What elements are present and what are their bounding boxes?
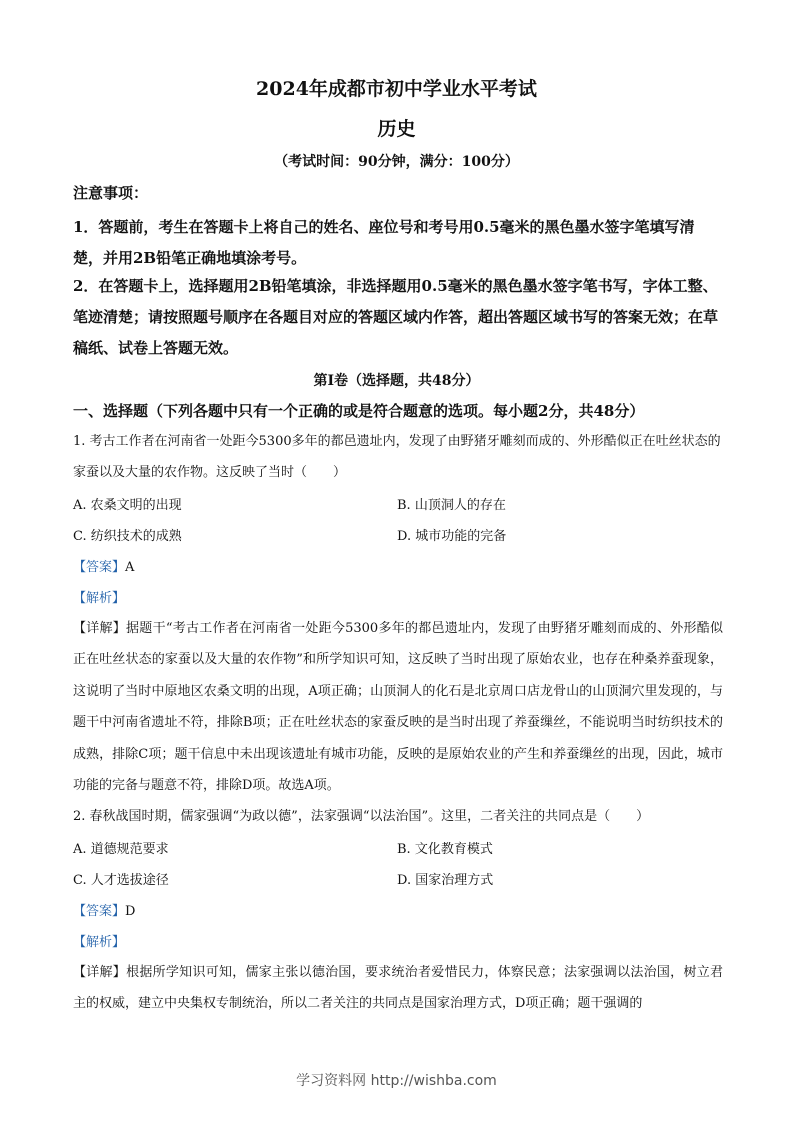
option-d: D. 城市功能的完备	[397, 529, 507, 544]
question-1-detail	[73, 613, 723, 801]
option-c: C. 纺织技术的成熟	[73, 529, 182, 544]
option-d: D. 国家治理方式	[397, 873, 494, 888]
detail-tag: 【详解】	[73, 621, 127, 636]
option-b: B. 山顶洞人的存在	[397, 498, 506, 513]
detail-tag: 【详解】	[73, 965, 127, 980]
notes-heading: 注意事项：	[73, 184, 149, 202]
detail-text: 根据所学知识可知，儒家主张以德治国，要求统治者爱惜民力，体察民意；法家强调以法治国，树立君主的权威，建立中央集权专制统治，所以二者关注的共同点是国家治理方式，D项正确；题干强调的	[73, 965, 723, 1012]
answer-tag: 【答案】	[73, 904, 126, 919]
exam-info: （考试时间：90分钟，满分：100分）	[274, 154, 519, 170]
question-2-answer	[73, 900, 135, 919]
page-footer: 学习资料网 http://wishba.com	[296, 1073, 497, 1089]
detail-text: 据题干“考古工作者在河南省一处距今5300多年的都邑遗址内，发现了由野猪牙雕刻而成的、外形酷似正在吐丝状态的家蚕以及大量的农作物”和所学知识可知，这反映了当时出现了原始农业，也存在种桑养蚕现象，这说明了当时中原地区农桑文明的出现，A项正确；山顶洞人的化石是北京周口店龙骨山的山顶洞穴里发现的，与题干中河南省遗址不符，排除B项；正在吐丝状态的家蚕反映的是当时出现了养蚕缫丝，不能说明当时纺织技术的成熟，排除C项；题干信息中未出现该遗址有城市功能，反映的是原始农业的产生和养蚕缫丝的出现，因此，城市功能的完备与题意不符，排除D项。故选A项。	[73, 621, 723, 794]
question-2-detail	[73, 957, 723, 1020]
analysis-tag: 【解析】	[73, 591, 126, 606]
section-heading: 一、选择题（下列各题中只有一个正确的或是符合题意的选项。每小题2分，共48分）	[73, 402, 645, 420]
option-b: B. 文化教育模式	[397, 842, 493, 857]
note-item-2: 2．在答题卡上，选择题用2B铅笔填涂，非选择题用0.5毫米的黑色墨水签字笔书写，字体工整、笔迹清楚；请按照题号顺序在各题目对应的答题区域内作答，超出答题区域书写的答案无效；在草稿纸、试卷上答题无效。	[73, 277, 719, 357]
option-c: C. 人才选拔途径	[73, 873, 169, 888]
answer-value: D	[125, 904, 136, 919]
option-a: A. 农桑文明的出现	[73, 498, 182, 513]
question-1-analysis	[73, 587, 125, 606]
section-title: 第Ⅰ卷（选择题，共48分）	[313, 373, 480, 389]
note-item-1: 1．答题前，考生在答题卡上将自己的姓名、座位号和考号用0.5毫米的黑色墨水签字笔填写清楚，并用2B铅笔正确地填涂考号。	[73, 218, 695, 267]
answer-value: A	[125, 560, 135, 575]
question-1-answer	[73, 556, 134, 575]
question-2-stem: 2. 春秋战国时期，儒家强调“为政以德”，法家强调“以法治国”。这里，二者关注的共同点是（ ）	[73, 809, 650, 824]
question-1-stem: 1. 考古工作者在河南省一处距今5300多年的都邑遗址内，发现了由野猪牙雕刻而成的、外形酷似正在吐丝状态的家蚕以及大量的农作物。这反映了当时（ ）	[73, 434, 721, 480]
option-a: A. 道德规范要求	[73, 842, 169, 857]
question-2-analysis	[73, 931, 125, 950]
analysis-tag: 【解析】	[73, 935, 126, 950]
exam-title: 2024年成都市初中学业水平考试	[256, 78, 537, 100]
answer-tag: 【答案】	[73, 560, 126, 575]
exam-subject: 历史	[377, 118, 416, 140]
